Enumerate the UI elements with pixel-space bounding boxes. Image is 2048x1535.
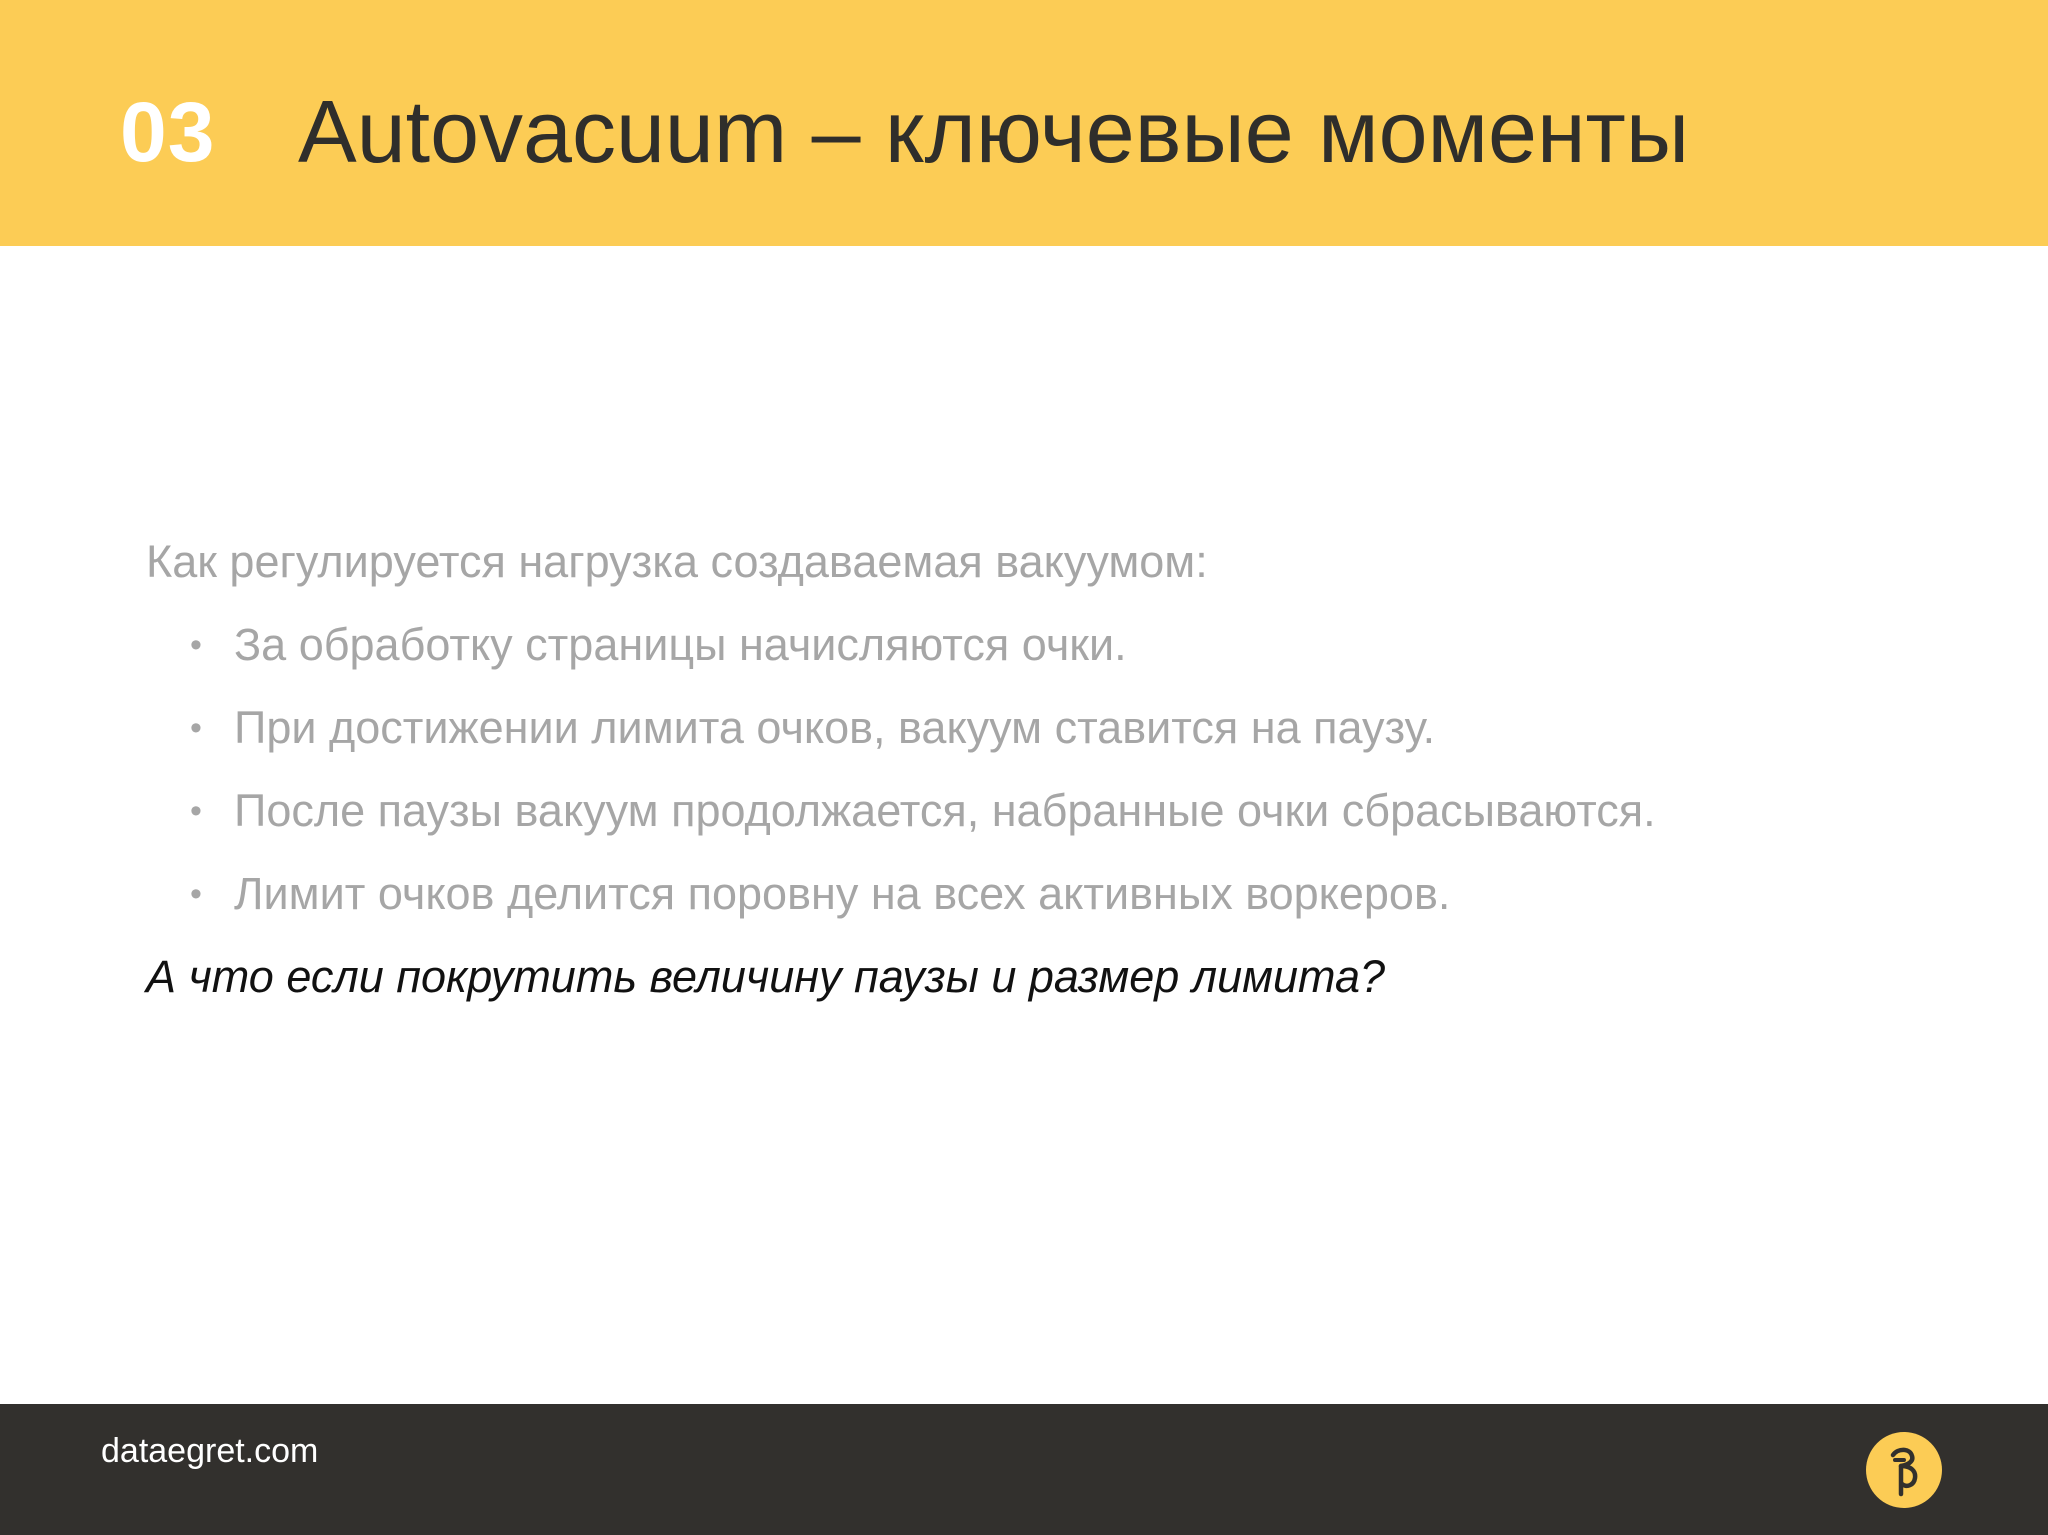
bullet-dot: • bbox=[190, 709, 202, 747]
bullet-list bbox=[146, 613, 1906, 926]
question-text: А что если покрутить величину паузы и размер лимита? bbox=[146, 951, 1386, 1002]
bullet-text: После паузы вакуум продолжается, набранные очки сбрасываются. bbox=[234, 785, 1656, 836]
data-egret-logo-icon bbox=[1865, 1431, 1943, 1509]
slide-content bbox=[146, 530, 1906, 1009]
bullet-item bbox=[146, 779, 1906, 843]
intro-text: Как регулируется нагрузка создаваемая вакуумом: bbox=[146, 536, 1208, 587]
bullet-item bbox=[146, 613, 1906, 677]
bullet-dot: • bbox=[190, 792, 202, 830]
slide-footer bbox=[0, 1404, 2048, 1535]
bullet-dot: • bbox=[190, 875, 202, 913]
bullet-text: За обработку страницы начисляются очки. bbox=[234, 619, 1127, 670]
slide-title: Autovacuum – ключевые моменты bbox=[298, 82, 1690, 181]
footer-url: dataegret.com bbox=[101, 1432, 319, 1470]
bullet-text: При достижении лимита очков, вакуум ставится на паузу. bbox=[234, 702, 1436, 753]
section-number: 03 bbox=[120, 85, 216, 179]
slide-header bbox=[0, 0, 2048, 246]
bullet-item bbox=[146, 696, 1906, 760]
bullet-item bbox=[146, 862, 1906, 926]
bullet-text: Лимит очков делится поровну на всех активных воркеров. bbox=[234, 868, 1451, 919]
bullet-dot: • bbox=[190, 626, 202, 664]
